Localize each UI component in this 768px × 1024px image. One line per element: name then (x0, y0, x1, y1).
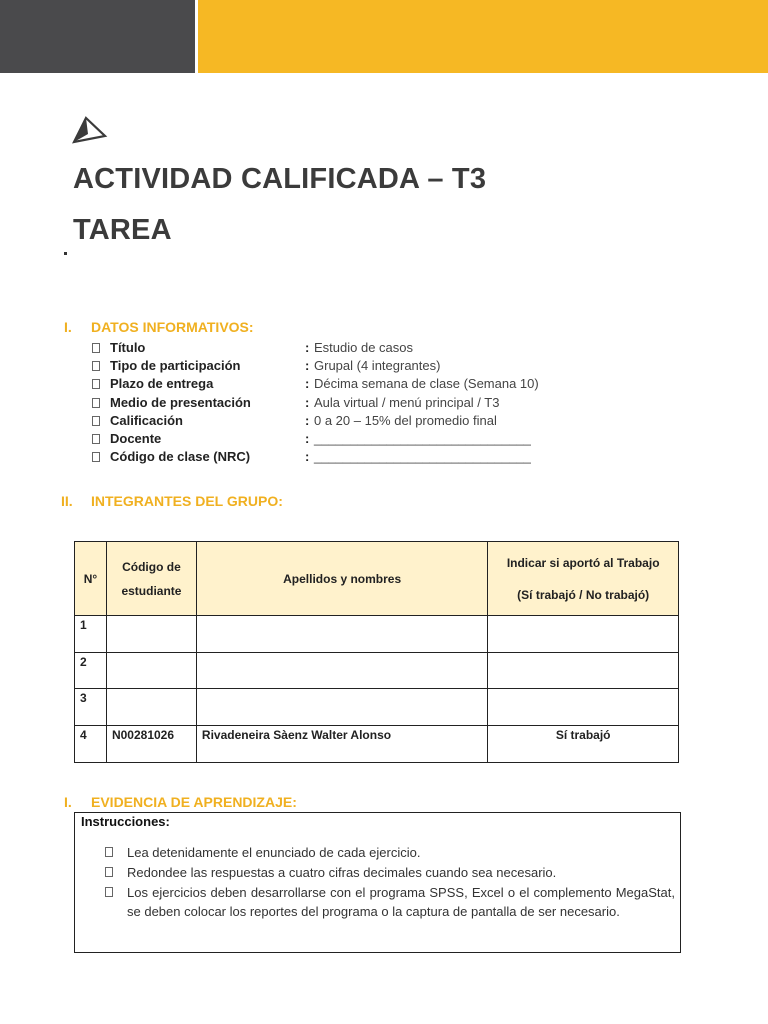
info-colon: : (305, 394, 310, 410)
section-number: I. (64, 794, 72, 810)
checkbox-bullet-icon (92, 416, 100, 426)
header-code-line2: estudiante (121, 583, 182, 598)
section-heading-evidencia (64, 794, 297, 810)
info-value: Grupal (4 integrantes) (314, 358, 441, 374)
instruction-item (105, 843, 675, 862)
info-colon: : (305, 376, 310, 392)
info-row-plazo (92, 375, 692, 393)
section-heading-datos (64, 319, 254, 335)
cell-num: 1 (75, 616, 107, 653)
info-value: Décima semana de clase (Semana 10) (314, 376, 539, 392)
header-code (106, 542, 196, 616)
info-label: Tipo de participación (110, 358, 241, 374)
info-value: 0 a 20 – 15% del promedio final (314, 412, 497, 428)
info-colon: : (305, 412, 310, 428)
checkbox-bullet-icon (105, 887, 113, 897)
stray-dot (64, 252, 67, 255)
table-row (75, 616, 679, 653)
header-num: N° (75, 542, 107, 616)
info-list (92, 339, 692, 466)
checkbox-bullet-icon (105, 867, 113, 877)
table-row (75, 689, 679, 726)
table-header-row (75, 542, 679, 616)
info-colon: : (305, 340, 310, 355)
info-label: Código de clase (NRC) (110, 449, 251, 465)
cell-num: 4 (75, 726, 107, 763)
checkbox-bullet-icon (92, 343, 100, 353)
arrow-logo-icon (72, 116, 108, 144)
header-code-line1: Código de (122, 559, 181, 574)
header-work-line1: Indicar si aportó al Trabajo (506, 555, 660, 570)
instruction-item (105, 863, 675, 882)
section-number: II. (61, 493, 73, 509)
info-row-titulo (92, 339, 692, 357)
instruction-text: Lea detenidamente el enunciado de cada ejercicio. (127, 845, 421, 860)
cell-code[interactable]: N00281026 (106, 726, 196, 763)
checkbox-bullet-icon (92, 361, 100, 371)
cell-work[interactable] (488, 616, 679, 653)
info-value: ______________________________ (314, 430, 531, 446)
info-row-tipo (92, 357, 692, 375)
section-title: DATOS INFORMATIVOS: (91, 319, 254, 335)
info-value: Aula virtual / menú principal / T3 (314, 394, 500, 410)
cell-code[interactable] (106, 616, 196, 653)
header-work (488, 542, 679, 616)
header-work-line2: (Sí trabajó / No trabajó) (517, 587, 650, 602)
info-label: Medio de presentación (110, 394, 251, 410)
instruction-item (105, 883, 675, 921)
instructions-title: Instrucciones: (81, 814, 170, 829)
table-row (75, 726, 679, 763)
info-colon: : (305, 449, 310, 465)
info-row-medio (92, 394, 692, 412)
cell-num: 2 (75, 652, 107, 689)
cell-work[interactable] (488, 652, 679, 689)
info-colon: : (305, 358, 310, 374)
page-title: ACTIVIDAD CALIFICADA – T3 (73, 163, 487, 195)
info-label: Calificación (110, 412, 183, 428)
header-band-gray (0, 0, 195, 73)
cell-code[interactable] (106, 652, 196, 689)
cell-work[interactable] (488, 689, 679, 726)
checkbox-bullet-icon (92, 434, 100, 444)
info-label: Título (110, 340, 146, 355)
instructions-list (105, 843, 675, 922)
page-subtitle: TAREA (73, 214, 172, 246)
table-row (75, 652, 679, 689)
instructions-box (74, 812, 681, 953)
header-names: Apellidos y nombres (196, 542, 487, 616)
info-colon: : (305, 430, 310, 446)
members-table (74, 541, 679, 763)
section-heading-integrantes (61, 493, 283, 509)
cell-name[interactable]: Rivadeneira Sàenz Walter Alonso (196, 726, 487, 763)
header-band-gold (198, 0, 768, 73)
section-number: I. (64, 319, 72, 335)
checkbox-bullet-icon (92, 452, 100, 462)
cell-name[interactable] (196, 689, 487, 726)
info-row-calificacion (92, 412, 692, 430)
cell-name[interactable] (196, 652, 487, 689)
info-row-docente (92, 430, 692, 448)
checkbox-bullet-icon (105, 847, 113, 857)
info-value: Estudio de casos (314, 340, 414, 355)
cell-work[interactable]: Sí trabajó (488, 726, 679, 763)
info-label: Plazo de entrega (110, 376, 214, 392)
cell-num: 3 (75, 689, 107, 726)
section-title: EVIDENCIA DE APRENDIZAJE: (91, 794, 297, 810)
instruction-text: Los ejercicios deben desarrollarse con el programa SPSS, Excel o el complemento MegaStat, se deben colocar los reportes del programa o la captura de pantalla de ser necesario. (127, 885, 675, 919)
info-label: Docente (110, 430, 162, 446)
cell-code[interactable] (106, 689, 196, 726)
checkbox-bullet-icon (92, 398, 100, 408)
info-value: ______________________________ (314, 449, 531, 465)
cell-name[interactable] (196, 616, 487, 653)
checkbox-bullet-icon (92, 379, 100, 389)
instruction-text: Redondee las respuestas a cuatro cifras decimales cuando sea necesario. (127, 865, 557, 880)
info-row-nrc (92, 448, 692, 466)
section-title: INTEGRANTES DEL GRUPO: (91, 493, 283, 509)
